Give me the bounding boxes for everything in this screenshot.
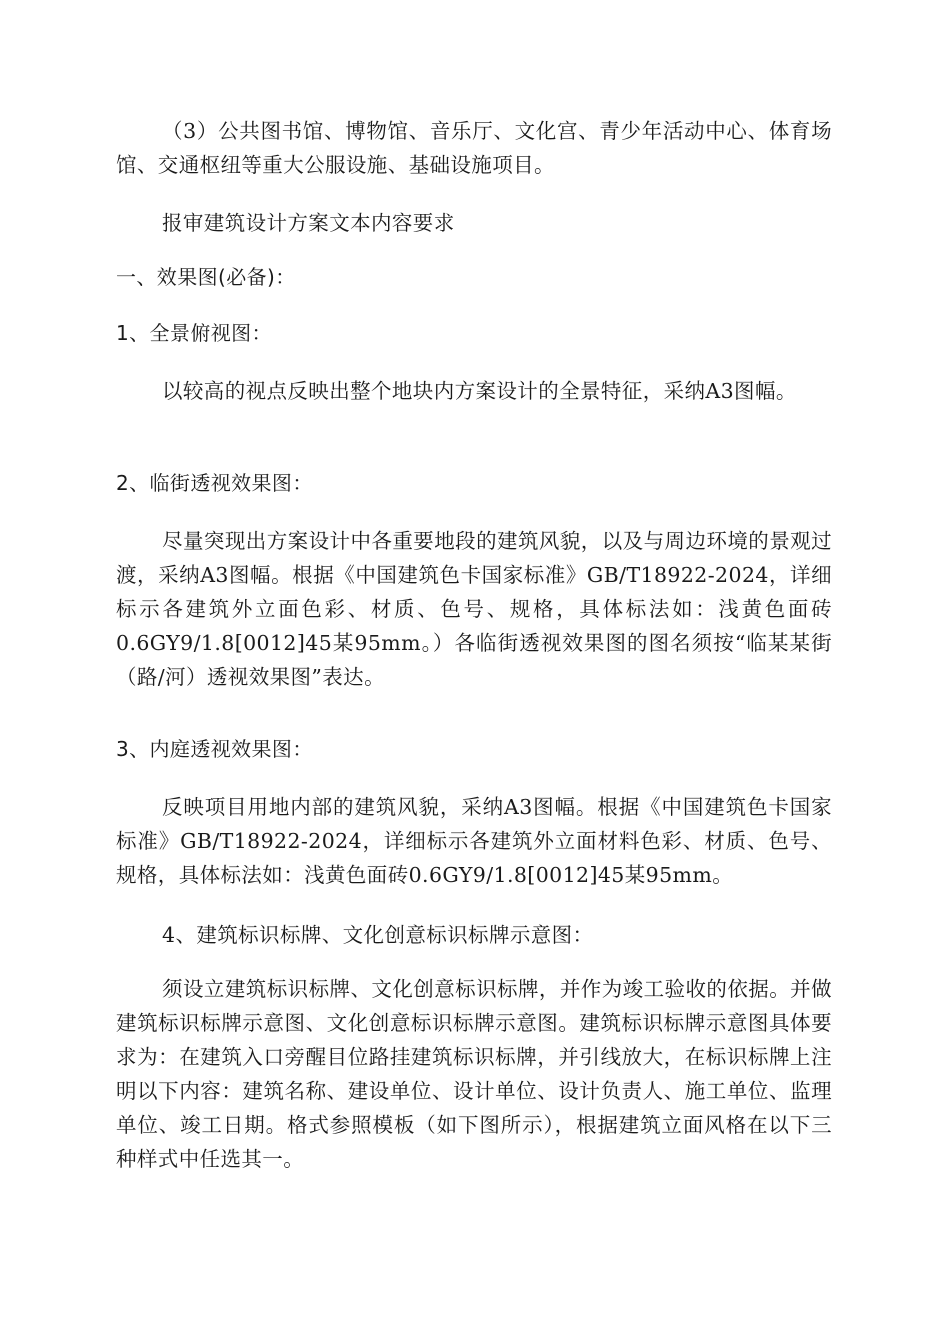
paragraph-courtyard-perspective: 反映项目用地内部的建筑风貌，采纳A3图幅。根据《中国建筑色卡国家标准》GB/T18922-2024，详细标示各建筑外立面材料色彩、材质、色号、规格，具体标法如：浅黄色面砖0.6GY9/1.8[0012]45某95mm。: [116, 795, 832, 887]
heading-aerial-view: 1、全景俯视图：: [116, 321, 272, 345]
section-title: 报审建筑设计方案文本内容要求: [162, 211, 455, 235]
paragraph-public-facilities: （3）公共图书馆、博物馆、音乐厅、文化宫、青少年活动中心、体育场馆、交通枢纽等重大公服设施、基础设施项目。: [116, 119, 832, 177]
paragraph-aerial-view: 以较高的视点反映出整个地块内方案设计的全景特征，采纳A3图幅。: [162, 379, 797, 403]
heading-street-perspective: 2、临街透视效果图：: [116, 471, 313, 495]
heading-signage: 4、建筑标识标牌、文化创意标识标牌示意图：: [162, 923, 594, 947]
paragraph-signage: 须设立建筑标识标牌、文化创意标识标牌，并作为竣工验收的依据。并做建筑标识标牌示意图、文化创意标识标牌示意图。建筑标识标牌示意图具体要求为：在建筑入口旁醒目位路挂建筑标识标牌，并引线放大，在标识标牌上注明以下内容：建筑名称、建设单位、设计单位、设计负责人、施工单位、监理单位、竣工日期。格式参照模板（如下图所示），根据建筑立面风格在以下三种样式中任选其一。: [116, 977, 832, 1171]
heading-courtyard-perspective: 3、内庭透视效果图：: [116, 737, 313, 761]
heading-renderings: 一、效果图(必备)：: [116, 265, 296, 289]
paragraph-street-perspective: 尽量突现出方案设计中各重要地段的建筑风貌，以及与周边环境的景观过渡，采纳A3图幅。根据《中国建筑色卡国家标准》GB/T18922-2024，详细标示各建筑外立面色彩、材质、色号、规格，具体标法如：浅黄色面砖0.6GY9/1.8[0012]45某95mm。）各临街透视效果图的图名须按“临某某街（路/河）透视效果图”表达。: [116, 529, 832, 689]
